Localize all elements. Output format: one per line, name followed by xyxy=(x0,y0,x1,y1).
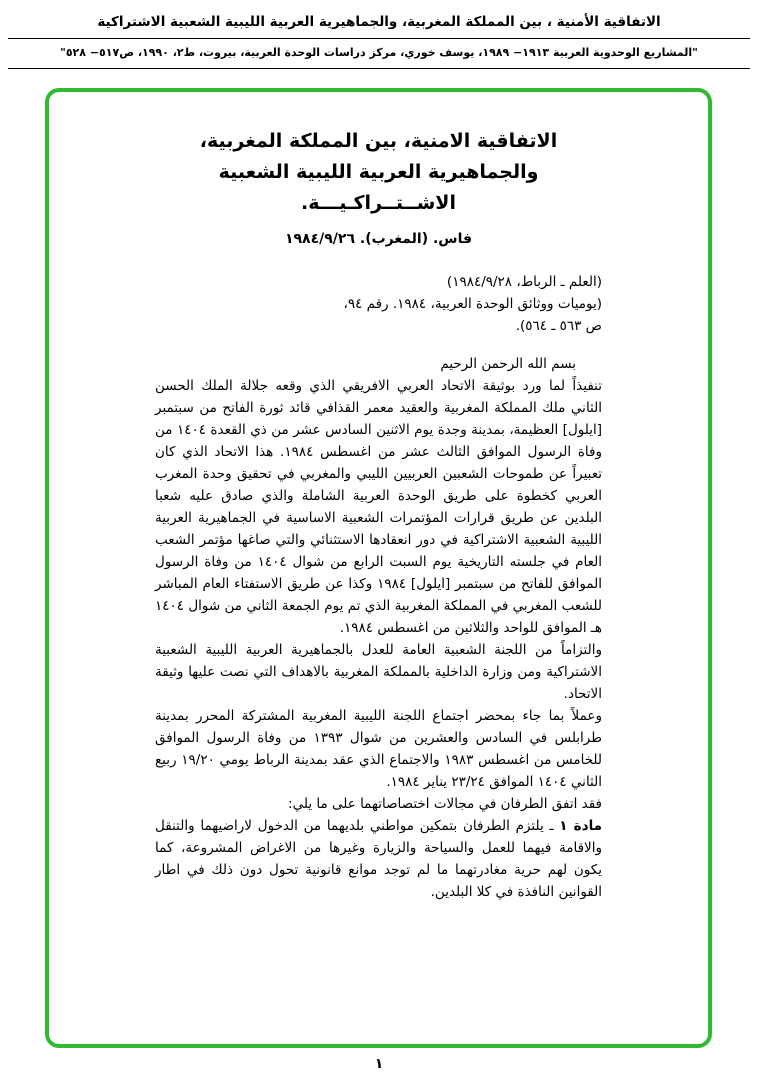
article-1 xyxy=(155,815,602,903)
running-head-rule-bottom xyxy=(8,68,750,69)
source-line-2: (يوميات ووثائق الوحدة العربية، ١٩٨٤. رقم ٩٤، xyxy=(343,296,602,312)
paragraph-joint-committee: وعملاً بما جاء بمحضر اجتماع اللجنة الليبية المغربية المشتركة المحرر بمدينة طرابلس في السادس والعشرين من شوال ١٣٩٣ من وفاة الرسول الموافق للخامس من اغسطس ١٩٨٣ والاجتماع الذي عقد بمدينة الرباط يومي ١٩/٢٠ ربيع الثاني ١٤٠٤ الموافق ٢٣/٢٤ يناير ١٩٨٤. xyxy=(155,708,603,790)
source-block xyxy=(155,271,602,337)
basmala: بسم الله الرحمن الرحيم xyxy=(440,356,576,372)
document-body xyxy=(155,353,602,903)
dateline: فاس. (المغرب). ١٩٨٤/٩/٢٦ xyxy=(284,231,473,247)
source-line-3: ص ٥٦٣ ـ ٥٦٤). xyxy=(515,318,602,334)
document-frame xyxy=(45,88,712,1048)
document-title-line3: الاشــتــراكـيـــة. xyxy=(301,192,456,214)
document-title xyxy=(155,126,602,219)
article-1-text: ـ يلتزم الطرفان بتمكين مواطني بلديهما من الدخول لاراضيهما والتنقل والاقامة فيهما للعمل والسياحة والزيارة وغيرها من الاغراض المشروعة، كما يكون لهم حرية مغادرتهما ما لم توجد موانع قانونية تحول دون ذلك في اطار القوانين النافذة في كلا البلدين. xyxy=(155,818,602,900)
running-head-title: الاتفاقية الأمنية ، بين المملكة المغربية، والجماهيرية العربية الليبية الشعبية الاشتراكية xyxy=(97,14,661,30)
paragraph-preamble: تنفيذاً لما ورد بوثيقة الاتحاد العربي الافريقي الذي وقعه جلالة الملك الحسن الثاني ملك المملكة المغربية والعقيد معمر القذافي قائد ثورة الفاتح من سبتمبر [ايلول] العظيمة، بمدينة وجدة يوم الاثنين السادس عشر من ذي القعدة ١٤٠٤ من وفاة الرسول الموافق الثالث عشر من اغسطس ١٩٨٤. هذا الاتحاد الذي كان تعبيراً عن طموحات الشعبين العربيين الليبي والمغربي في تحقيق وحدة المغرب العربي كخطوة على طريق الوحدة العربية الشاملة والذي صادق عليه شعبا البلدين عن طريق قرارات المؤتمرات الشعبية الاساسية في الجماهيرية العربية الليبية الشعبية الاشتراكية في دور انعقادها الاستثنائي والتي صاغها مؤتمر الشعب العام في جلسته التاريخية يوم السبت الرابع من شوال ١٤٠٤ من وفاة الرسول الموافق للفاتح من سبتمبر [ايلول] ١٩٨٤ وكذا عن طريق الاستفتاء العام المباشر للشعب المغربي في المملكة المغربية الذي تم يوم الجمعة الثاني من شوال ١٤٠٤ هـ الموافق للواحد والثلاثين من اغسطس ١٩٨٤. xyxy=(155,378,602,636)
page-number: ١ xyxy=(374,1056,384,1072)
running-head-citation: "المشاريع الوحدوية العربية ١٩١٣− ١٩٨٩، يوسف خوري، مركز دراسات الوحدة العربية، بيروت، ط٢، ١٩٩٠، ص٥١٧− ٥٢٨" xyxy=(60,46,698,59)
running-head xyxy=(0,0,758,69)
document-title-line1: الاتفاقية الامنية، بين المملكة المغربية، xyxy=(199,130,558,152)
document-title-line2: والجماهيرية العربية الليبية الشعبية xyxy=(218,161,539,183)
paragraph-commitment: والتزاماً من اللجنة الشعبية العامة للعدل بالجماهيرية العربية الليبية الشعبية الاشتراكية ومن وزارة الداخلية بالمملكة المغربية بالاهداف التي نصت عليها وثيقة الاتحاد. xyxy=(155,642,602,702)
running-head-rule-top xyxy=(8,38,750,39)
article-1-label: مادة ١ xyxy=(559,818,602,834)
source-line-1: (العلم ـ الرباط، ١٩٨٤/٩/٢٨) xyxy=(446,274,602,290)
paragraph-agreement-intro: فقد اتفق الطرفان في مجالات اختصاصاتهما على ما يلي: xyxy=(288,796,602,812)
